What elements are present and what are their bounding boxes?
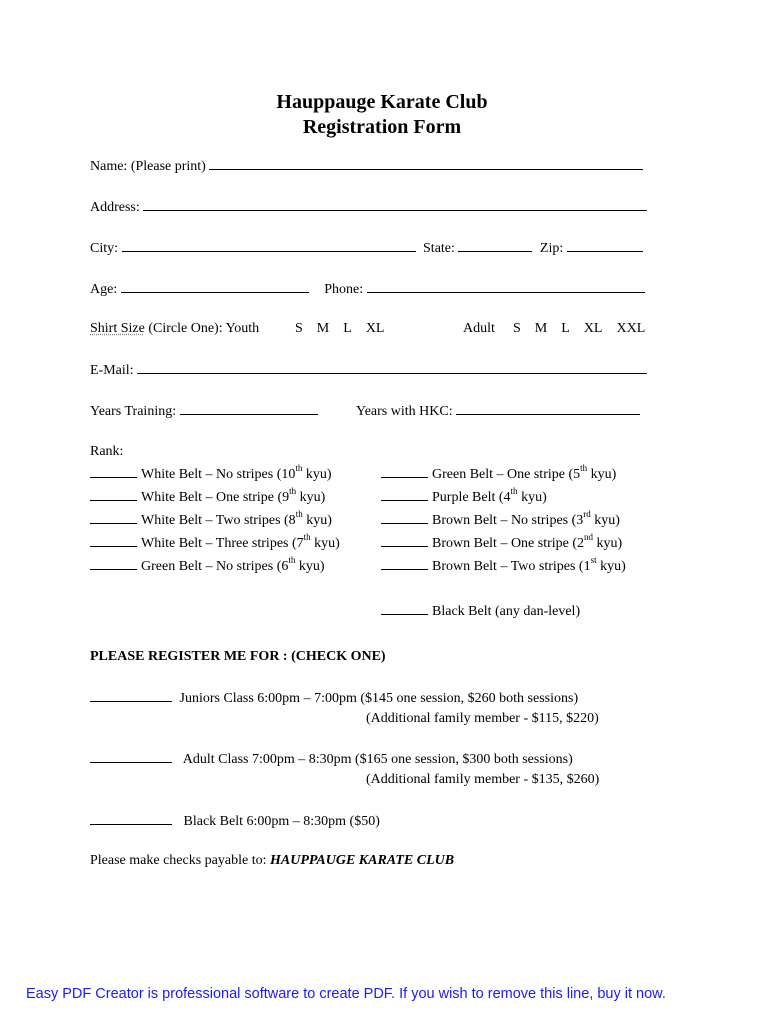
rank-tail: kyu) [302, 513, 332, 528]
shirt-size-row [90, 321, 259, 337]
footer-notice[interactable]: Easy PDF Creator is professional software to create PDF. If you wish to remove this line, buy it now. [26, 986, 666, 1002]
rank-tail: kyu) [296, 490, 326, 505]
rank-ordinal: th [295, 463, 303, 474]
black-belt-check-line[interactable] [90, 813, 172, 825]
rank-text: White Belt – One stripe (9 [141, 490, 290, 505]
name-field[interactable] [209, 158, 643, 170]
city-row [90, 240, 647, 257]
rank-ordinal: st [590, 555, 597, 566]
rank-text: Green Belt – One stripe (5 [432, 467, 581, 482]
rank-text: Black Belt (any dan-level) [432, 604, 581, 619]
youth-size-option[interactable]: XL [365, 321, 385, 336]
rank-text: Brown Belt – No stripes (3 [432, 513, 584, 528]
adult-size-option[interactable]: XL [583, 321, 603, 336]
rank-check-line[interactable] [381, 603, 428, 615]
years-hkc-label: Years with HKC: [356, 404, 453, 419]
rank-check-line[interactable] [381, 535, 428, 547]
rank-ordinal: th [510, 486, 518, 497]
rank-item [90, 486, 326, 506]
years-hkc-field[interactable] [456, 403, 640, 415]
state-field[interactable] [458, 240, 532, 252]
rank-check-line[interactable] [90, 558, 137, 570]
years-training-label: Years Training: [90, 404, 177, 419]
rank-check-line[interactable] [90, 466, 137, 478]
rank-text: Brown Belt – Two stripes (1 [432, 559, 591, 574]
zip-field[interactable] [567, 240, 643, 252]
youth-size-option[interactable]: S [295, 321, 303, 336]
email-row [90, 362, 651, 379]
rank-item [381, 532, 623, 552]
zip-label: Zip: [539, 241, 564, 256]
state-label: State: [423, 241, 455, 256]
years-training-field[interactable] [180, 403, 318, 415]
juniors-text: Juniors Class 6:00pm – 7:00pm ($145 one session, $260 both sessions) [179, 691, 579, 706]
rank-ordinal: th [295, 509, 303, 520]
juniors-family-note: (Additional family member - $115, $220) [366, 711, 599, 726]
rank-item [90, 532, 340, 552]
rank-ordinal: nd [584, 532, 594, 543]
rank-text: White Belt – Three stripes (7 [141, 536, 304, 551]
black-belt-option [90, 813, 380, 830]
shirt-size-instruction: (Circle One): Youth [148, 321, 260, 336]
rank-tail: kyu) [590, 513, 620, 528]
adult-option [90, 751, 573, 768]
payable-line [90, 853, 454, 869]
rank-item-black-belt [381, 603, 580, 620]
phone-label: Phone: [324, 282, 364, 297]
rank-tail: kyu) [295, 559, 325, 574]
youth-size-option[interactable]: L [343, 321, 352, 336]
adult-text: Adult Class 7:00pm – 8:30pm ($165 one session, $300 both sessions) [182, 752, 573, 767]
rank-ordinal: rd [583, 509, 591, 520]
juniors-option [90, 690, 578, 707]
rank-text: Brown Belt – One stripe (2 [432, 536, 585, 551]
email-field[interactable] [137, 362, 647, 374]
age-label: Age: [90, 282, 118, 297]
rank-check-line[interactable] [381, 558, 428, 570]
rank-item [381, 486, 547, 506]
rank-check-line[interactable] [381, 512, 428, 524]
city-field[interactable] [122, 240, 416, 252]
age-row [90, 281, 649, 298]
rank-check-line[interactable] [381, 466, 428, 478]
rank-tail: kyu) [593, 536, 623, 551]
rank-item [90, 463, 332, 483]
rank-tail: kyu) [517, 490, 547, 505]
rank-text: Purple Belt (4 [432, 490, 511, 505]
rank-tail: kyu) [302, 467, 332, 482]
rank-text: White Belt – No stripes (10 [141, 467, 296, 482]
youth-size-option[interactable]: M [316, 321, 330, 336]
rank-check-line[interactable] [381, 489, 428, 501]
adult-family-note: (Additional family member - $135, $260) [366, 772, 600, 787]
rank-tail: kyu) [587, 467, 617, 482]
rank-text: White Belt – Two stripes (8 [141, 513, 296, 528]
adult-size-option[interactable]: S [513, 321, 521, 336]
rank-item [90, 509, 332, 529]
rank-ordinal: th [303, 532, 311, 543]
years-hkc-row [356, 403, 644, 420]
black-belt-text: Black Belt 6:00pm – 8:30pm ($50) [183, 814, 380, 829]
youth-sizes [295, 321, 384, 337]
payable-name: HAUPPAUGE KARATE CLUB [269, 853, 455, 868]
rank-ordinal: th [580, 463, 588, 474]
rank-tail: kyu) [310, 536, 340, 551]
rank-item [381, 509, 620, 529]
juniors-check-line[interactable] [90, 690, 172, 702]
years-row [90, 403, 322, 420]
email-label: E-Mail: [90, 363, 134, 378]
rank-text: Green Belt – No stripes (6 [141, 559, 289, 574]
rank-item [381, 463, 617, 483]
register-heading: PLEASE REGISTER ME FOR : (CHECK ONE) [90, 649, 386, 664]
rank-ordinal: th [288, 555, 296, 566]
rank-item [381, 555, 626, 575]
adult-size-option[interactable]: M [534, 321, 548, 336]
rank-check-line[interactable] [90, 535, 137, 547]
adult-size-option[interactable]: L [561, 321, 570, 336]
rank-check-line[interactable] [90, 489, 137, 501]
rank-tail: kyu) [596, 559, 626, 574]
rank-label: Rank: [90, 444, 124, 459]
payable-text: Please make checks payable to: [90, 853, 267, 868]
address-row [90, 199, 651, 216]
adult-sizes [513, 321, 645, 337]
address-label: Address: [90, 200, 140, 215]
shirt-size-label: Shirt Size [90, 321, 145, 336]
phone-field[interactable] [367, 281, 645, 293]
adult-check-line[interactable] [90, 751, 172, 763]
form-title: Hauppauge Karate Club [276, 91, 488, 113]
address-field[interactable] [143, 199, 647, 211]
rank-ordinal: th [289, 486, 297, 497]
adult-size-option[interactable]: XXL [616, 321, 646, 336]
form-subtitle: Registration Form [302, 116, 462, 138]
rank-check-line[interactable] [90, 512, 137, 524]
rank-item [90, 555, 325, 575]
city-label: City: [90, 241, 119, 256]
adult-size-label: Adult [463, 321, 495, 336]
name-label: Name: (Please print) [90, 159, 206, 174]
age-field[interactable] [121, 281, 309, 293]
name-row [90, 158, 647, 175]
